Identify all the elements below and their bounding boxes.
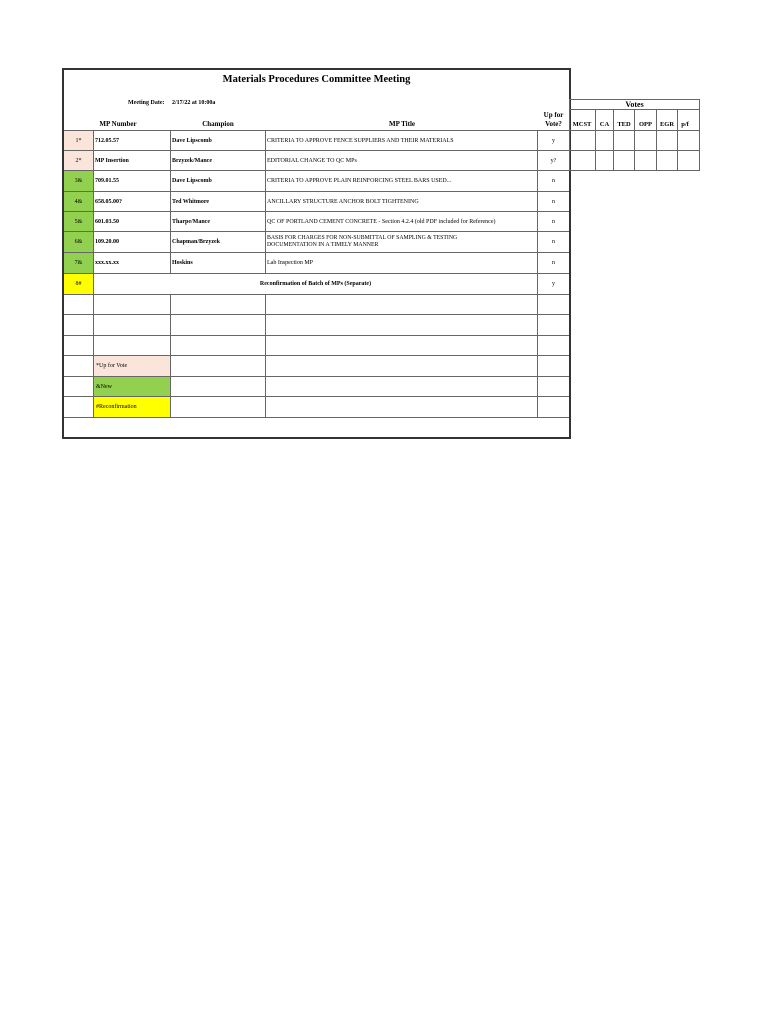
mp-number-cell: 709.01.55: [95, 178, 119, 184]
meeting-date-value: 2/17/22 at 10:00a: [172, 100, 216, 106]
vote-cell: n: [552, 178, 555, 184]
mp-number-cell: 601.03.50: [95, 218, 119, 225]
vote-cell: n: [552, 260, 555, 266]
grid-line: [64, 335, 569, 336]
vote-column-header: TED: [617, 121, 631, 128]
header-mp-title: MP Title: [389, 120, 415, 128]
mp-title-cell: QC OF PORTLAND CEMENT CONCRETE - Section 4.2.4 (old PDF included for Reference): [267, 218, 496, 225]
votes-header: Votes: [625, 99, 644, 109]
header-champion: Champion: [202, 120, 234, 128]
row-number-cell: 1*: [64, 131, 93, 150]
vote-cell: y: [552, 137, 555, 144]
mp-title-cell: EDITORIAL CHANGE TO QC MPs: [267, 157, 357, 164]
vote-cell: y?: [550, 157, 557, 164]
champion-cell: Dave Lipscomb: [172, 178, 212, 184]
mp-title-cell: ANCILLARY STRUCTURE ANCHOR BOLT TIGHTENING: [267, 198, 419, 205]
grid-line: [265, 130, 266, 273]
mp-number-cell: 109.20.00: [95, 239, 119, 245]
grid-line: [265, 294, 266, 417]
champion-cell: Ted Whitmore: [172, 198, 210, 205]
grid-line: [64, 294, 569, 295]
legend-up-for-vote: *Up for Vote: [94, 356, 170, 376]
row-number-cell: 5&: [64, 212, 93, 231]
row-number-cell: 3&: [64, 171, 93, 191]
vote-column-header: CA: [599, 121, 610, 128]
row-number-cell: 7&: [64, 253, 93, 273]
meeting-date-label: Meeting Date:: [128, 100, 165, 106]
mp-number-cell: 658.05.00?: [95, 198, 122, 205]
mp-number-cell: MP Insertion: [95, 157, 129, 164]
mp-number-cell: 712.05.57: [95, 137, 119, 144]
grid-line: [170, 130, 171, 273]
vote-cell: n: [552, 239, 555, 245]
mp-title-cell: Lab Inspection MP: [267, 260, 313, 266]
row-number-cell: 6&: [64, 232, 93, 252]
champion-cell: Dave Lipscomb: [172, 137, 212, 144]
mp-title-cell: BASIS FOR CHARGES FOR NON-SUBMITTAL OF SAMPLING & TESTING DOCUMENTATION IN A TIMELY MANNER: [267, 235, 458, 248]
reconfirmation-batch-cell: Reconfirmation of Batch of MPs (Separate): [259, 281, 372, 287]
grid-line: [170, 294, 171, 417]
row-number-cell: 2*: [64, 151, 93, 170]
champion-cell: Chapman/Brzyzek: [172, 239, 220, 245]
mp-title-cell: CRITERIA TO APPROVE PLAIN REINFORCING STEEL BARS USED...: [267, 178, 452, 184]
vote-column-header: EGR: [659, 121, 675, 128]
champion-cell: Hoskins: [172, 260, 193, 266]
grid-line: [64, 417, 569, 418]
legend-reconfirmation: #Reconfirmation: [94, 397, 170, 417]
champion-cell: Tharpe/Mance: [172, 218, 210, 225]
champion-cell: Brzyzek/Mance: [172, 157, 212, 164]
grid-line: [64, 314, 569, 315]
vote-column-header: OPP: [639, 121, 652, 128]
row-number-cell: 4&: [64, 192, 93, 211]
vote-cell: n: [552, 218, 555, 225]
vote-column-header: p/f: [681, 121, 689, 128]
header-up-for-vote: Up for Vote?: [543, 111, 564, 128]
vote-cell: y: [552, 281, 555, 287]
mp-number-cell: xxx.xx.xx: [95, 260, 119, 266]
legend-new: &New: [94, 377, 170, 396]
header-mp-number: MP Number: [99, 120, 137, 128]
row-number-cell: 8#: [64, 274, 93, 294]
page-title: Materials Procedures Committee Meeting: [222, 74, 411, 85]
vote-cell: n: [552, 198, 555, 205]
mp-title-cell: CRITERIA TO APPROVE FENCE SUPPLIERS AND THEIR MATERIALS: [267, 137, 454, 144]
vote-column-header: MCST: [572, 121, 592, 128]
